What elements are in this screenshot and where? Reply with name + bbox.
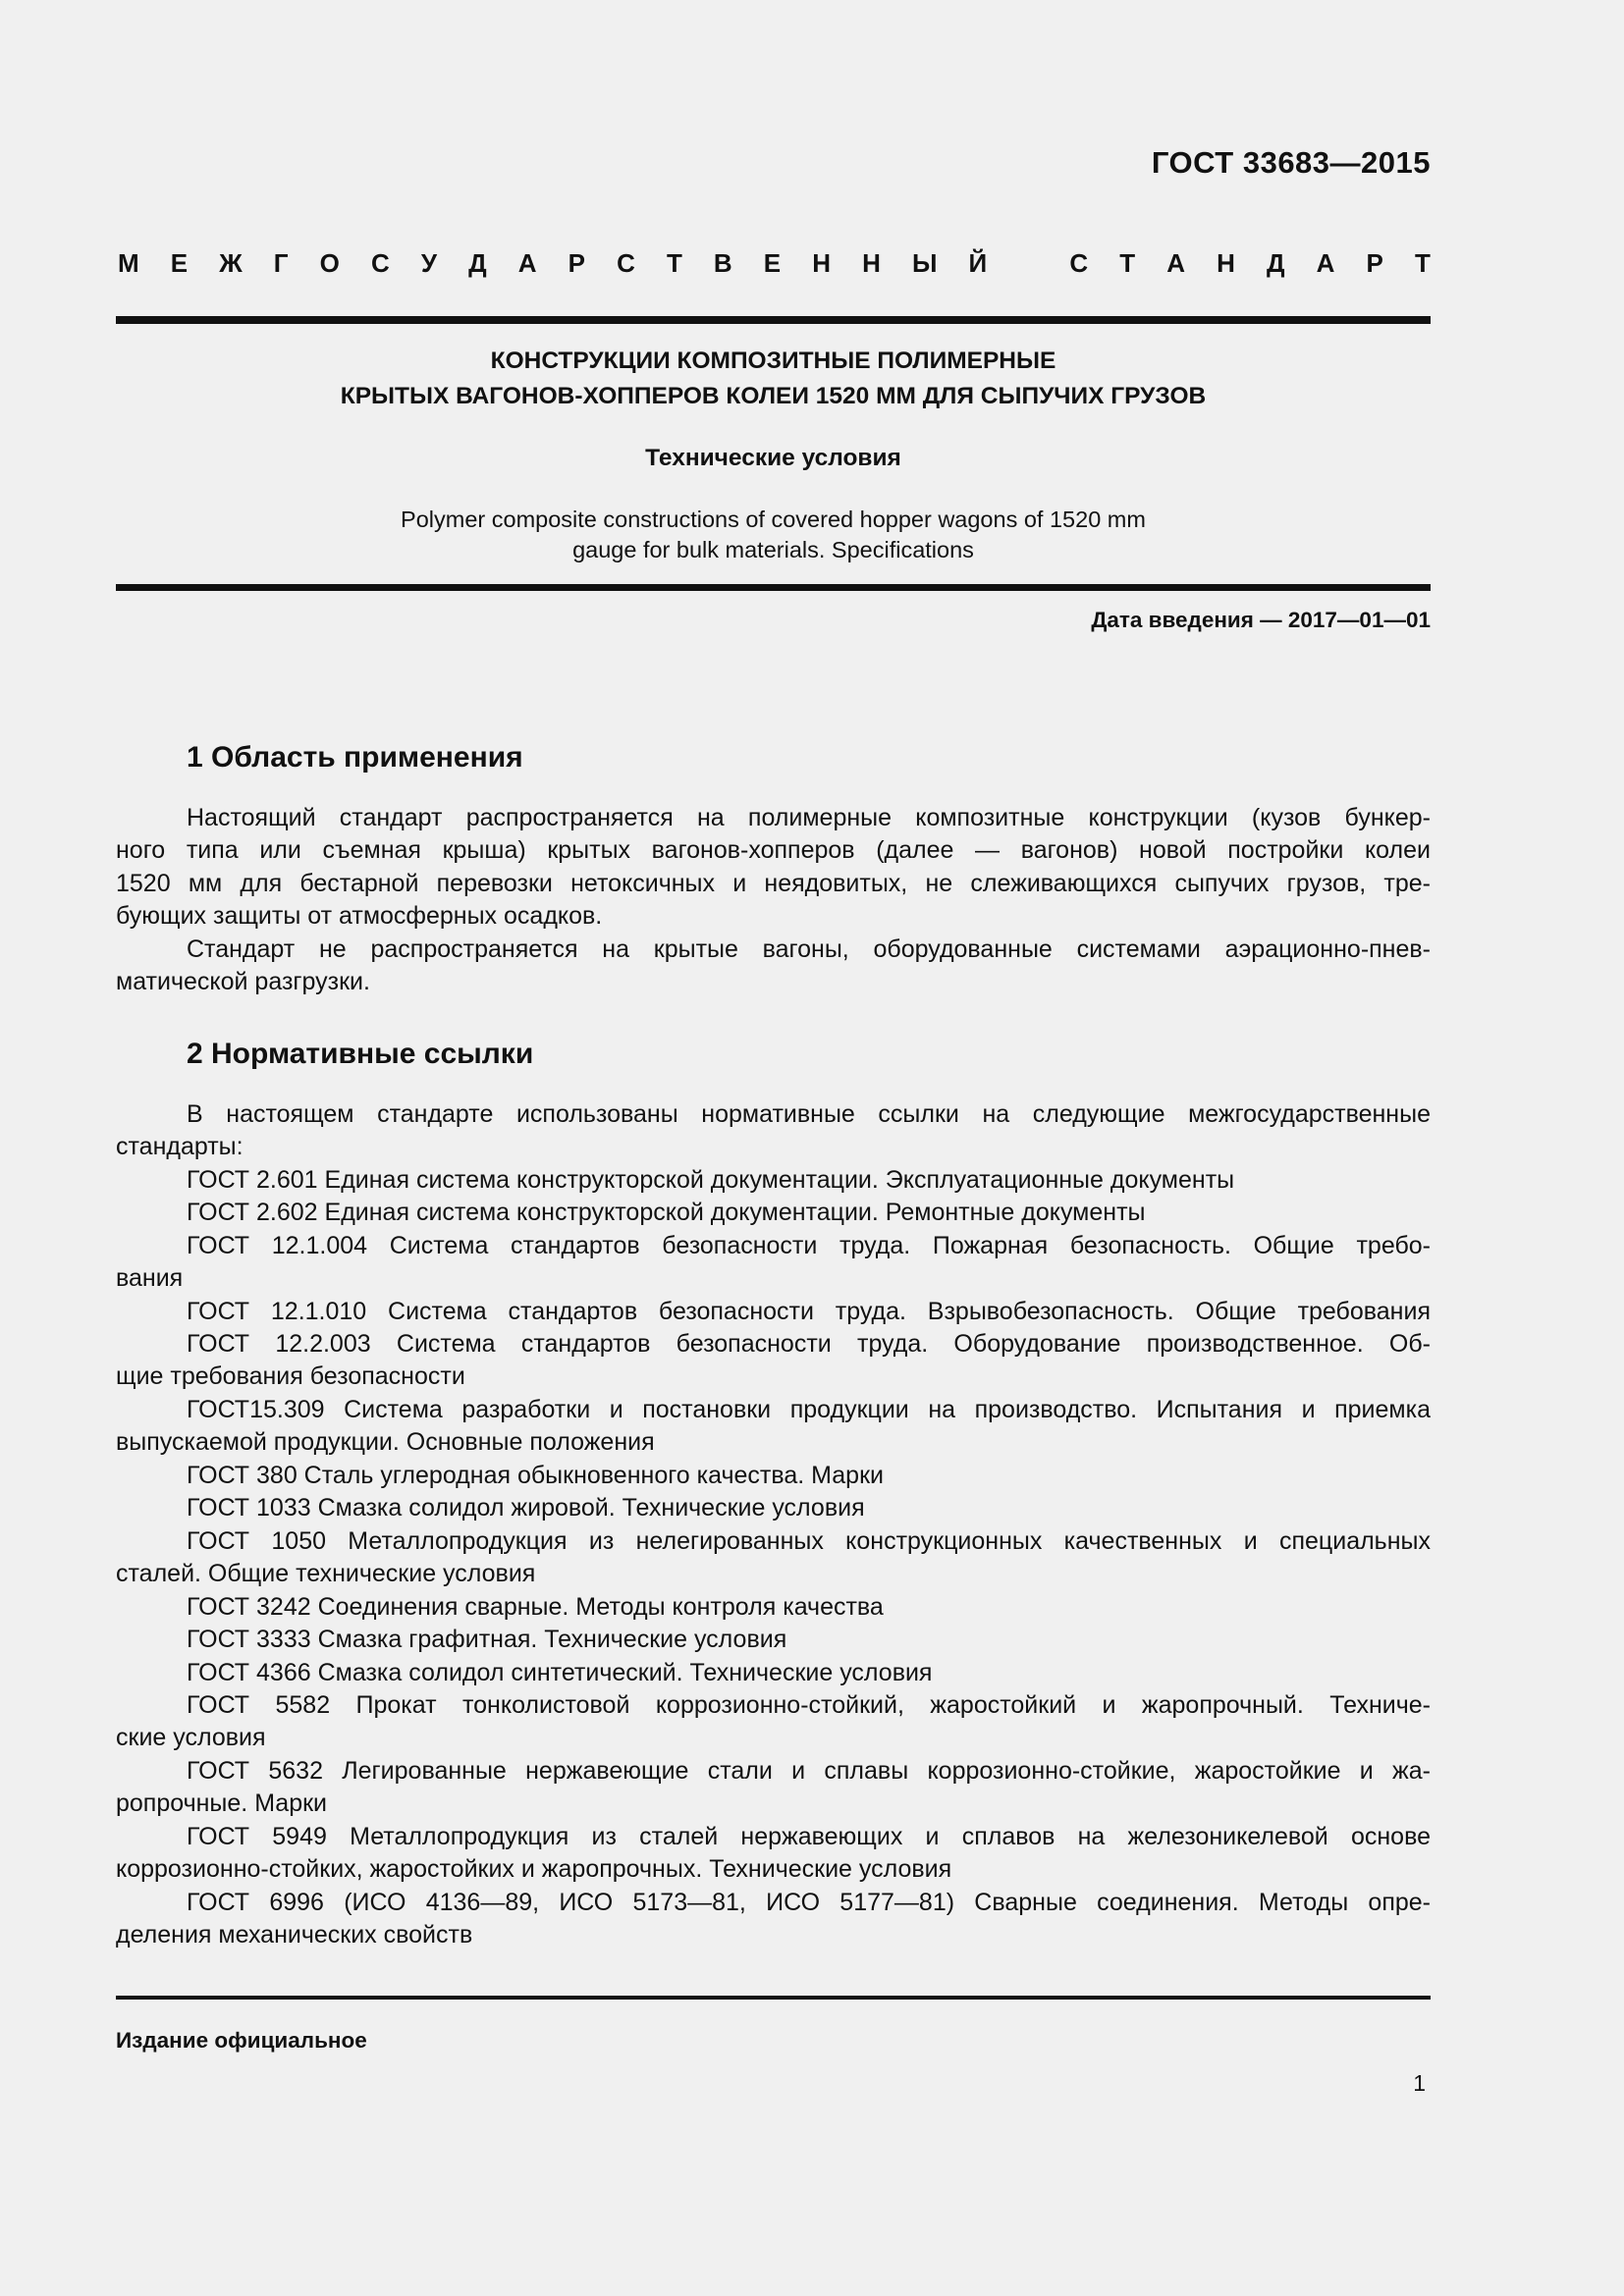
document-number: ГОСТ 33683—2015: [1151, 145, 1431, 180]
standard-type-letter: Г: [273, 248, 289, 278]
reference-line: ГОСТ 380 Сталь углеродная обыкновенного качества. Марки: [187, 1462, 884, 1489]
reference-line: ГОСТ 5632 Легированные нержавеющие стали и сплавы коррозионно-стойкие, жаростойкие и жа-: [187, 1757, 1431, 1785]
standard-type-letter: А: [1316, 248, 1335, 278]
title-line: КРЫТЫХ ВАГОНОВ-ХОППЕРОВ КОЛЕИ 1520 ММ ДЛЯ СЫПУЧИХ ГРУЗОВ: [340, 383, 1207, 409]
reference-line: ГОСТ 5949 Металлопродукция из сталей нержавеющих и сплавов на железоникелевой основе: [187, 1823, 1431, 1850]
title-block: [116, 344, 1431, 565]
reference-line: ГОСТ 12.2.003 Система стандартов безопасности труда. Оборудование производственное. Об-: [187, 1330, 1431, 1358]
reference-line: ГОСТ 3333 Смазка графитная. Технические условия: [187, 1626, 787, 1653]
standard-type-letter: В: [713, 248, 732, 278]
standard-type-letter: Т: [1119, 248, 1136, 278]
reference-line: вания: [116, 1264, 184, 1292]
body-line: матической разгрузки.: [116, 968, 370, 995]
standard-type-letter: А: [517, 248, 537, 278]
page-number: 1: [1413, 2070, 1426, 2096]
reference-line: сталей. Общие технические условия: [116, 1560, 536, 1587]
standard-type-letter: Н: [812, 248, 832, 278]
reference-line: деления механических свойств: [116, 1921, 473, 1949]
standard-type-letter: Ж: [219, 248, 243, 278]
reference-line: выпускаемой продукции. Основные положения: [116, 1428, 655, 1456]
reference-line: ГОСТ 4366 Смазка солидол синтетический. Технические условия: [187, 1659, 933, 1686]
reference-line: ГОСТ 1050 Металлопродукция из нелегированных конструкционных качественных и специальных: [187, 1527, 1431, 1555]
reference-line: ГОСТ15.309 Система разработки и постановки продукции на производство. Испытания и приемка: [187, 1396, 1431, 1423]
standard-type-letter: Т: [666, 248, 682, 278]
reference-line: коррозионно-стойких, жаростойких и жаропрочных. Технические условия: [116, 1855, 952, 1883]
body-line: Настоящий стандарт распространяется на полимерные композитные конструкции (кузов бункер-: [187, 804, 1431, 831]
body-line: бующих защиты от атмосферных осадков.: [116, 902, 603, 930]
standard-type-letter: Т: [1414, 248, 1431, 278]
standard-type-letter: [1018, 248, 1038, 279]
standard-type-letter: С: [1069, 248, 1089, 278]
standard-type-letter: Ы: [911, 248, 938, 278]
section-heading: 1 Область применения: [187, 741, 523, 774]
reference-line: ГОСТ 6996 (ИСО 4136—89, ИСО 5173—81, ИСО 5177—81) Сварные соединения. Методы опре-: [187, 1889, 1431, 1916]
standard-type-letter: Н: [1217, 248, 1235, 278]
english-title-line: Polymer composite constructions of covered hopper wagons of 1520 mm: [401, 507, 1146, 532]
reference-line: ГОСТ 12.1.004 Система стандартов безопасности труда. Пожарная безопасность. Общие требо-: [187, 1232, 1431, 1259]
subtitle: Технические условия: [645, 445, 901, 471]
standard-type-letter: Р: [1366, 248, 1383, 278]
footer-divider: [116, 1996, 1431, 2000]
section-heading: 2 Нормативные ссылки: [187, 1038, 534, 1070]
body-line: 1520 мм для бестарной перевозки нетоксичных и неядовитых, не слеживающихся сыпучих грузов, тре-: [116, 870, 1431, 897]
body-line: стандарты:: [116, 1133, 244, 1160]
standard-type-letter: Й: [968, 248, 988, 278]
body-line: Стандарт не распространяется на крытые вагоны, оборудованные системами аэрационно-пнев-: [187, 935, 1431, 963]
title-divider: [116, 584, 1431, 591]
standard-type-letter: С: [370, 248, 390, 278]
reference-line: ГОСТ 5582 Прокат тонколистовой коррозионно-стойкий, жаростойкий и жаропрочный. Техниче-: [187, 1691, 1431, 1719]
standard-type-letter: С: [617, 248, 635, 278]
english-title-line: gauge for bulk materials. Specifications: [572, 537, 974, 562]
reference-line: ские условия: [116, 1724, 266, 1751]
top-divider: [116, 316, 1431, 324]
reference-line: ГОСТ 12.1.010 Система стандартов безопасности труда. Взрывобезопасность. Общие требования: [187, 1298, 1431, 1325]
body-line: В настоящем стандарте использованы нормативные ссылки на следующие межгосударственные: [187, 1100, 1431, 1128]
reference-line: ропрочные. Марки: [116, 1789, 328, 1817]
standard-type-letter: Е: [763, 248, 782, 278]
standard-type-letter: Е: [170, 248, 189, 278]
introduction-date: Дата введения — 2017—01—01: [1091, 608, 1431, 632]
edition-label: Издание официальное: [116, 2028, 367, 2053]
reference-line: ГОСТ 2.601 Единая система конструкторской документации. Эксплуатационные документы: [187, 1166, 1235, 1194]
standard-type-heading: [118, 248, 1431, 279]
standard-type-letter: У: [420, 248, 438, 278]
standard-type-letter: А: [1166, 248, 1186, 278]
standard-type-letter: М: [118, 248, 139, 278]
standard-type-letter: Н: [862, 248, 881, 278]
title-line: КОНСТРУКЦИИ КОМПОЗИТНЫЕ ПОЛИМЕРНЫЕ: [490, 347, 1056, 374]
standard-type-letter: Р: [568, 248, 585, 278]
body-line: ного типа или съемная крыша) крытых вагонов-хопперов (далее — вагонов) новой постройки колеи: [116, 836, 1431, 864]
standard-type-letter: О: [319, 248, 340, 278]
reference-line: ГОСТ 2.602 Единая система конструкторской документации. Ремонтные документы: [187, 1199, 1146, 1226]
standard-type-letter: Д: [468, 248, 487, 278]
reference-line: ГОСТ 1033 Смазка солидол жировой. Технические условия: [187, 1494, 865, 1522]
standard-type-letter: Д: [1267, 248, 1285, 278]
reference-line: ГОСТ 3242 Соединения сварные. Методы контроля качества: [187, 1593, 884, 1621]
reference-line: щие требования безопасности: [116, 1362, 465, 1390]
